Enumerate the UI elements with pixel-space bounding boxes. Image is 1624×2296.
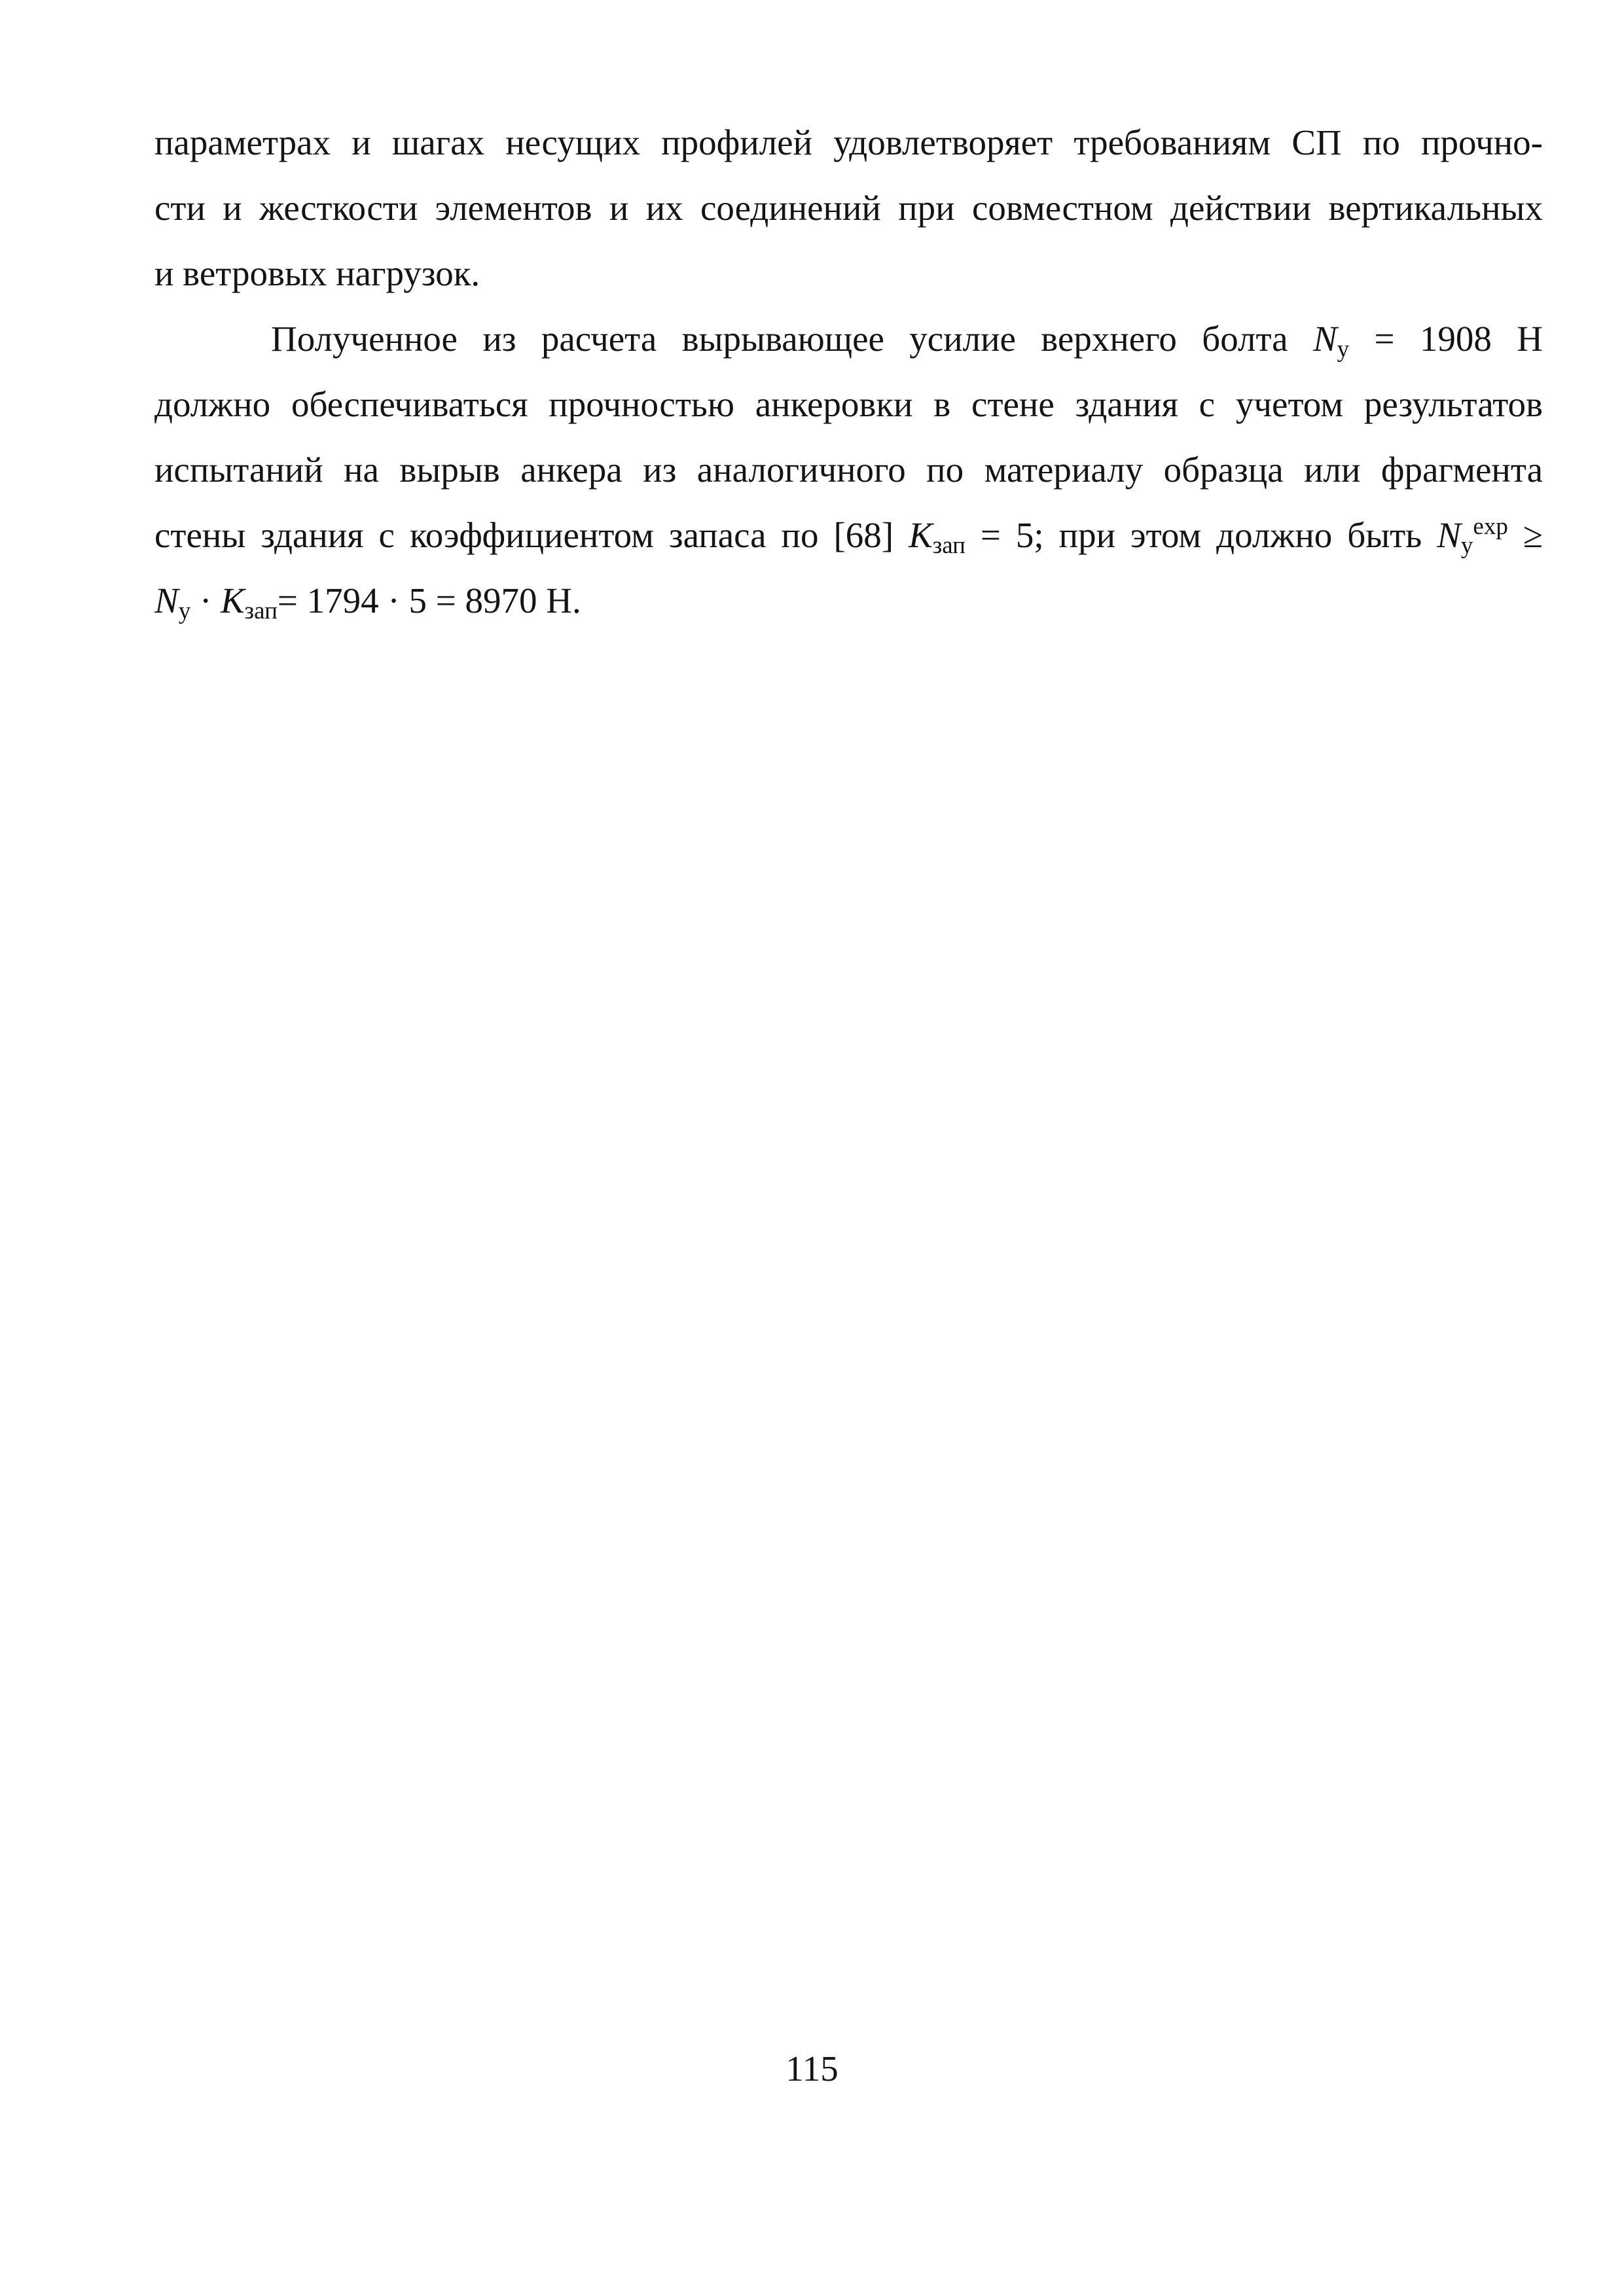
n-symbol: N xyxy=(154,581,179,620)
paragraph-1 xyxy=(154,110,1543,306)
bolt-force-formula xyxy=(1312,319,1350,363)
n-subscript: у xyxy=(1337,336,1350,363)
n-superscript: exp xyxy=(1473,513,1508,540)
greater-equal-sign: ≥ xyxy=(1523,515,1543,555)
paragraph-2 xyxy=(154,306,1543,634)
paragraph-1-line-2: сти и жесткости элементов и их соединений при совместном действии вертикальных xyxy=(154,188,1543,228)
paragraph-2-line-3: испытаний на вырыв анкера из аналогичного по материалу образца или фрагмента xyxy=(154,450,1543,490)
paragraph-2-line-4-middle: = 5; при этом должно быть xyxy=(980,515,1422,555)
n-subscript: у xyxy=(1460,532,1473,559)
bolt-force-value: = 1908 Н xyxy=(1374,319,1543,359)
calculation-result: = 1794 · 5 = 8970 Н. xyxy=(277,581,581,620)
page-number: 115 xyxy=(785,2049,839,2089)
k-subscript: зап xyxy=(244,598,278,624)
paragraph-1-line-3: и ветровых нагрузок. xyxy=(154,253,480,293)
paragraph-2-line-1-text: Полученное из расчета вырывающее усилие верхнего болта xyxy=(271,319,1288,359)
paragraph-2-line-2: должно обеспечиваться прочностью анкеровки в стене здания с учетом результатов xyxy=(154,384,1543,424)
n-symbol: N xyxy=(1312,319,1337,359)
experimental-force xyxy=(1437,513,1508,559)
page-body xyxy=(154,110,1543,634)
k-subscript: зап xyxy=(932,532,965,559)
paragraph-2-line-1 xyxy=(154,306,1543,372)
n-symbol: N xyxy=(1437,515,1461,555)
safety-factor xyxy=(909,515,965,559)
k-symbol: К xyxy=(909,515,933,555)
paragraph-2-line-5 xyxy=(154,568,1543,634)
multiplication-dot: · xyxy=(199,581,212,620)
paragraph-2-line-4 xyxy=(154,503,1543,568)
k-symbol: К xyxy=(221,581,245,620)
paragraph-1-line-1: параметрах и шагах несущих профилей удовлетворяет требованиям СП по прочно- xyxy=(154,122,1543,162)
n-subscript: у xyxy=(178,598,191,624)
paragraph-2-line-4-text: стены здания с коэффициентом запаса по [68] xyxy=(154,515,894,555)
